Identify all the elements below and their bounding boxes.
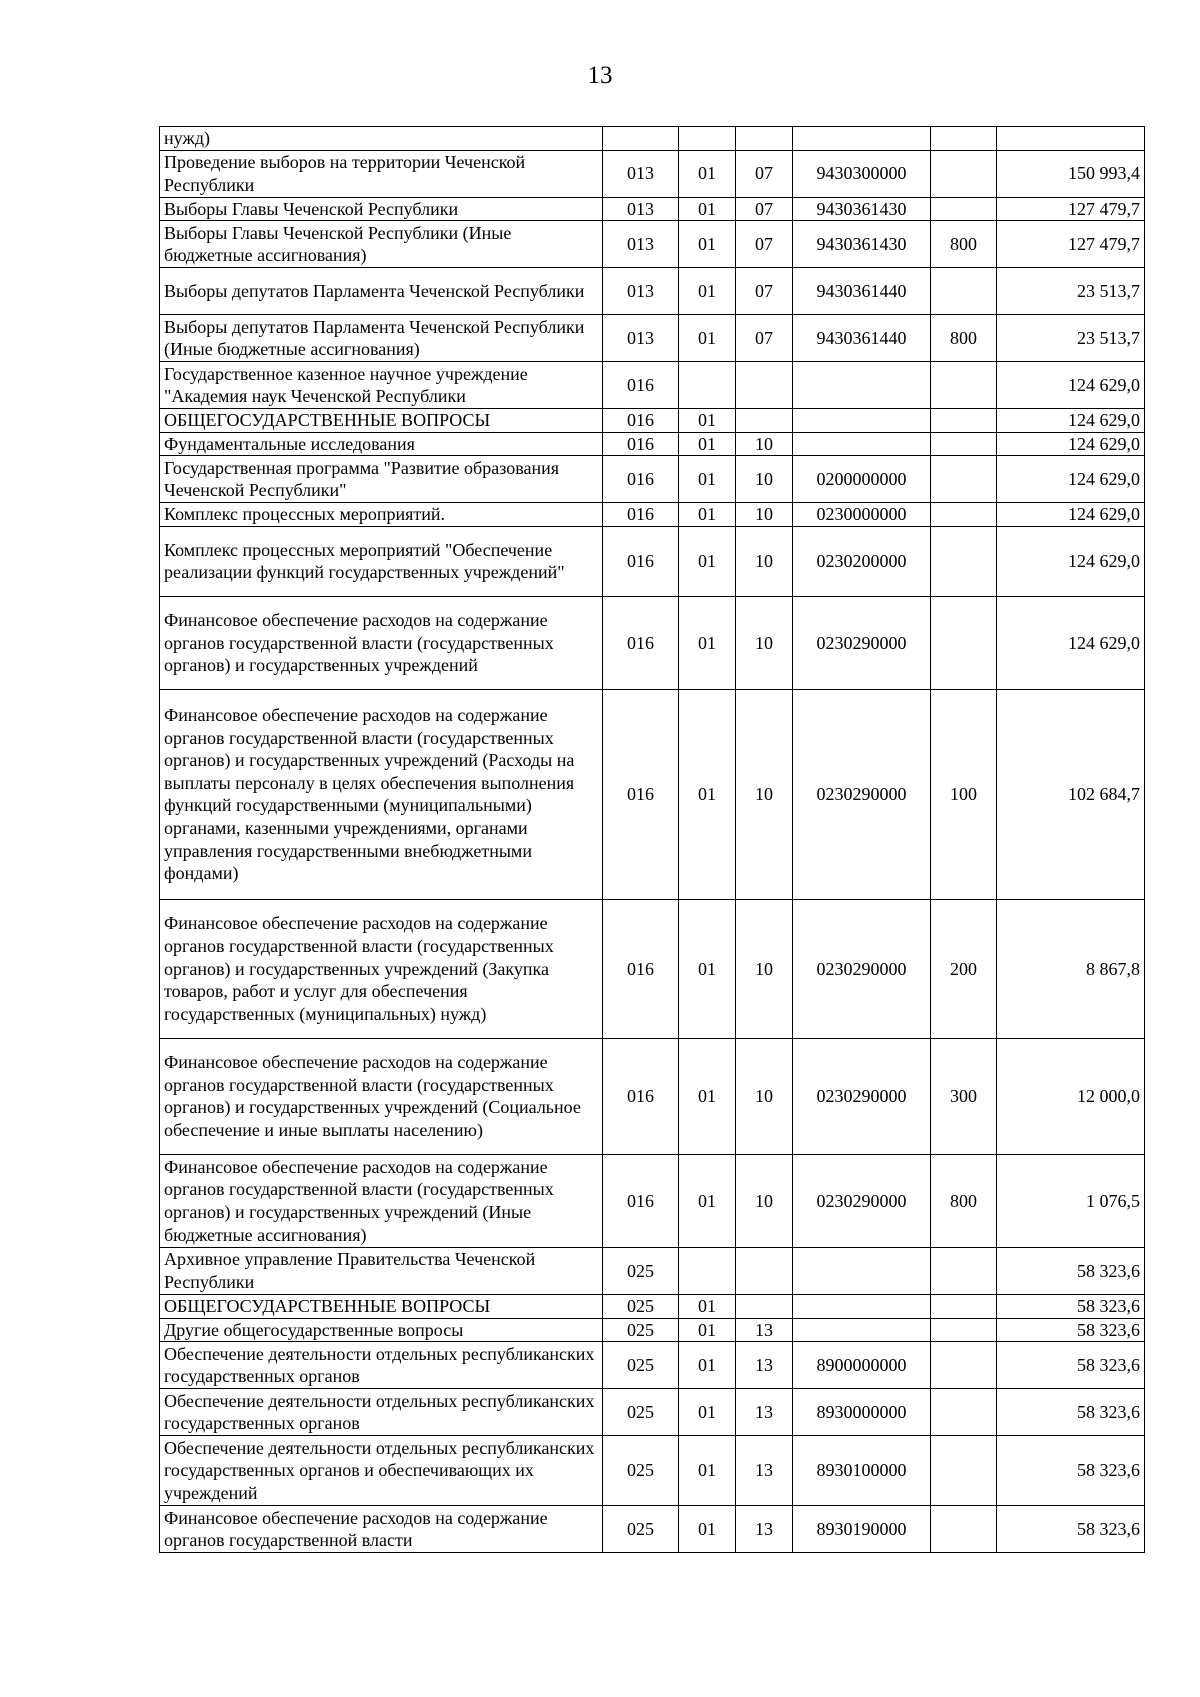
- cell-name: Обеспечение деятельности отдельных республиканских государственных органов: [160, 1342, 603, 1389]
- cell-rz: 01: [679, 150, 736, 197]
- cell-csr: 0230000000: [793, 503, 931, 527]
- cell-ved: 016: [603, 432, 679, 456]
- cell-ved: 016: [603, 899, 679, 1038]
- table-row: [160, 221, 1145, 268]
- cell-sum: 124 629,0: [997, 409, 1145, 433]
- cell-rz: 01: [679, 197, 736, 221]
- cell-csr: 0230200000: [793, 526, 931, 596]
- cell-ved: [603, 127, 679, 151]
- cell-rz: 01: [679, 526, 736, 596]
- cell-vr: 300: [931, 1038, 997, 1154]
- cell-pr: 10: [736, 526, 793, 596]
- table-row: [160, 1389, 1145, 1436]
- table-row: [160, 409, 1145, 433]
- cell-pr: 10: [736, 503, 793, 527]
- cell-name: ОБЩЕГОСУДАРСТВЕННЫЕ ВОПРОСЫ: [160, 1294, 603, 1318]
- cell-ved: 013: [603, 197, 679, 221]
- table-row: [160, 1154, 1145, 1247]
- cell-sum: 58 323,6: [997, 1436, 1145, 1506]
- cell-pr: 10: [736, 456, 793, 503]
- cell-name: Другие общегосударственные вопросы: [160, 1318, 603, 1342]
- cell-name: Выборы депутатов Парламента Чеченской Республики (Иные бюджетные ассигнования): [160, 315, 603, 362]
- cell-ved: 013: [603, 268, 679, 315]
- cell-sum: 124 629,0: [997, 503, 1145, 527]
- cell-rz: 01: [679, 432, 736, 456]
- cell-name: Фундаментальные исследования: [160, 432, 603, 456]
- cell-csr: 8930000000: [793, 1389, 931, 1436]
- cell-ved: 025: [603, 1318, 679, 1342]
- table-row: [160, 362, 1145, 409]
- cell-sum: 58 323,6: [997, 1389, 1145, 1436]
- cell-vr: 100: [931, 689, 997, 899]
- cell-ved: 025: [603, 1506, 679, 1553]
- table-row: [160, 432, 1145, 456]
- cell-vr: [931, 1318, 997, 1342]
- cell-vr: [931, 596, 997, 689]
- table-row: [160, 197, 1145, 221]
- cell-pr: [736, 1294, 793, 1318]
- cell-csr: [793, 409, 931, 433]
- cell-sum: 23 513,7: [997, 315, 1145, 362]
- cell-pr: [736, 127, 793, 151]
- cell-name: Финансовое обеспечение расходов на содержание органов государственной власти (государственных органов) и государственных учреждений (Расходы на выплаты персоналу в целях обеспечения выполнения функций государственными (муниципальными) органами, казенными учреждениями, органами управления государственными внебюджетными фондами): [160, 689, 603, 899]
- cell-name: ОБЩЕГОСУДАРСТВЕННЫЕ ВОПРОСЫ: [160, 409, 603, 433]
- cell-ved: 016: [603, 1154, 679, 1247]
- cell-sum: 124 629,0: [997, 432, 1145, 456]
- table-row: [160, 689, 1145, 899]
- cell-name: Выборы Главы Чеченской Республики: [160, 197, 603, 221]
- cell-pr: 07: [736, 197, 793, 221]
- cell-ved: 016: [603, 1038, 679, 1154]
- cell-vr: 800: [931, 1154, 997, 1247]
- cell-sum: 58 323,6: [997, 1342, 1145, 1389]
- cell-pr: [736, 362, 793, 409]
- cell-name: Комплекс процессных мероприятий.: [160, 503, 603, 527]
- cell-ved: 016: [603, 409, 679, 433]
- cell-ved: 013: [603, 315, 679, 362]
- cell-sum: 58 323,6: [997, 1247, 1145, 1294]
- cell-pr: 10: [736, 596, 793, 689]
- cell-vr: [931, 432, 997, 456]
- cell-sum: 124 629,0: [997, 362, 1145, 409]
- table-row: [160, 1294, 1145, 1318]
- cell-pr: 13: [736, 1436, 793, 1506]
- cell-rz: 01: [679, 899, 736, 1038]
- cell-ved: 016: [603, 362, 679, 409]
- table-row: [160, 526, 1145, 596]
- cell-sum: 12 000,0: [997, 1038, 1145, 1154]
- cell-pr: 07: [736, 221, 793, 268]
- table-row: [160, 1506, 1145, 1553]
- cell-rz: 01: [679, 315, 736, 362]
- cell-rz: 01: [679, 1294, 736, 1318]
- table-row: [160, 315, 1145, 362]
- table-row: [160, 456, 1145, 503]
- cell-pr: [736, 409, 793, 433]
- cell-csr: [793, 1294, 931, 1318]
- cell-ved: 025: [603, 1436, 679, 1506]
- cell-rz: 01: [679, 1154, 736, 1247]
- cell-sum: 127 479,7: [997, 197, 1145, 221]
- cell-rz: [679, 1247, 736, 1294]
- cell-rz: 01: [679, 1342, 736, 1389]
- cell-name: Финансовое обеспечение расходов на содержание органов государственной власти (государственных органов) и государственных учреждений: [160, 596, 603, 689]
- cell-rz: 01: [679, 268, 736, 315]
- cell-sum: 150 993,4: [997, 150, 1145, 197]
- cell-csr: 9430361440: [793, 268, 931, 315]
- cell-name: Государственная программа "Развитие образования Чеченской Республики": [160, 456, 603, 503]
- cell-ved: 013: [603, 221, 679, 268]
- cell-rz: 01: [679, 1038, 736, 1154]
- cell-name: Архивное управление Правительства Чеченской Республики: [160, 1247, 603, 1294]
- cell-pr: 07: [736, 150, 793, 197]
- cell-pr: 10: [736, 432, 793, 456]
- cell-rz: 01: [679, 221, 736, 268]
- cell-ved: 025: [603, 1342, 679, 1389]
- cell-ved: 025: [603, 1294, 679, 1318]
- cell-rz: 01: [679, 1318, 736, 1342]
- cell-name: Проведение выборов на территории Чеченской Республики: [160, 150, 603, 197]
- cell-vr: 800: [931, 315, 997, 362]
- cell-ved: 016: [603, 596, 679, 689]
- cell-sum: 102 684,7: [997, 689, 1145, 899]
- cell-csr: 0230290000: [793, 689, 931, 899]
- cell-vr: [931, 456, 997, 503]
- cell-csr: [793, 432, 931, 456]
- cell-pr: 13: [736, 1318, 793, 1342]
- cell-sum: 23 513,7: [997, 268, 1145, 315]
- cell-pr: 07: [736, 315, 793, 362]
- cell-rz: 01: [679, 409, 736, 433]
- cell-sum: 127 479,7: [997, 221, 1145, 268]
- cell-ved: 013: [603, 150, 679, 197]
- cell-rz: 01: [679, 596, 736, 689]
- cell-name: Финансовое обеспечение расходов на содержание органов государственной власти (государственных органов) и государственных учреждений (Социальное обеспечение и иные выплаты населению): [160, 1038, 603, 1154]
- cell-csr: [793, 127, 931, 151]
- cell-csr: 0230290000: [793, 899, 931, 1038]
- cell-sum: 8 867,8: [997, 899, 1145, 1038]
- cell-rz: 01: [679, 456, 736, 503]
- cell-sum: 58 323,6: [997, 1318, 1145, 1342]
- cell-name: нужд): [160, 127, 603, 151]
- cell-name: Обеспечение деятельности отдельных республиканских государственных органов и обеспечивающих их учреждений: [160, 1436, 603, 1506]
- cell-vr: [931, 197, 997, 221]
- cell-csr: 8900000000: [793, 1342, 931, 1389]
- table-row: [160, 1342, 1145, 1389]
- cell-csr: 9430361440: [793, 315, 931, 362]
- cell-name: Обеспечение деятельности отдельных республиканских государственных органов: [160, 1389, 603, 1436]
- cell-pr: 13: [736, 1506, 793, 1553]
- cell-vr: [931, 526, 997, 596]
- cell-sum: 1 076,5: [997, 1154, 1145, 1247]
- cell-ved: 016: [603, 503, 679, 527]
- cell-vr: [931, 1436, 997, 1506]
- table-row: [160, 503, 1145, 527]
- table-row: [160, 596, 1145, 689]
- cell-csr: 0230290000: [793, 1154, 931, 1247]
- cell-name: Финансовое обеспечение расходов на содержание органов государственной власти (государственных органов) и государственных учреждений (Закупка товаров, работ и услуг для обеспечения государственных (муниципальных) нужд): [160, 899, 603, 1038]
- cell-vr: [931, 150, 997, 197]
- cell-name: Финансовое обеспечение расходов на содержание органов государственной власти (государственных органов) и государственных учреждений (Иные бюджетные ассигнования): [160, 1154, 603, 1247]
- cell-ved: 025: [603, 1389, 679, 1436]
- cell-ved: 016: [603, 526, 679, 596]
- cell-csr: 0230290000: [793, 1038, 931, 1154]
- cell-sum: 124 629,0: [997, 456, 1145, 503]
- cell-name: Выборы депутатов Парламента Чеченской Республики: [160, 268, 603, 315]
- table-row: [160, 268, 1145, 315]
- cell-ved: 025: [603, 1247, 679, 1294]
- cell-csr: 9430300000: [793, 150, 931, 197]
- cell-pr: 10: [736, 689, 793, 899]
- cell-pr: [736, 1247, 793, 1294]
- cell-csr: 9430361430: [793, 197, 931, 221]
- cell-name: Государственное казенное научное учреждение "Академия наук Чеченской Республики: [160, 362, 603, 409]
- cell-csr: [793, 1318, 931, 1342]
- cell-csr: 0230290000: [793, 596, 931, 689]
- cell-vr: [931, 1506, 997, 1553]
- cell-pr: 07: [736, 268, 793, 315]
- cell-pr: 10: [736, 1154, 793, 1247]
- cell-name: Финансовое обеспечение расходов на содержание органов государственной власти: [160, 1506, 603, 1553]
- cell-csr: 9430361430: [793, 221, 931, 268]
- cell-sum: 58 323,6: [997, 1294, 1145, 1318]
- cell-pr: 13: [736, 1342, 793, 1389]
- cell-vr: [931, 127, 997, 151]
- cell-rz: 01: [679, 689, 736, 899]
- budget-table: [159, 126, 1145, 1553]
- cell-vr: 800: [931, 221, 997, 268]
- cell-vr: [931, 1342, 997, 1389]
- cell-vr: [931, 1247, 997, 1294]
- cell-csr: [793, 1247, 931, 1294]
- table-row: [160, 1247, 1145, 1294]
- cell-rz: 01: [679, 1436, 736, 1506]
- cell-vr: [931, 1389, 997, 1436]
- cell-vr: [931, 409, 997, 433]
- cell-rz: [679, 127, 736, 151]
- cell-vr: [931, 268, 997, 315]
- cell-vr: [931, 1294, 997, 1318]
- cell-rz: 01: [679, 1506, 736, 1553]
- cell-csr: 0200000000: [793, 456, 931, 503]
- table-row: [160, 1318, 1145, 1342]
- table-row: [160, 150, 1145, 197]
- cell-sum: 58 323,6: [997, 1506, 1145, 1553]
- cell-csr: 8930190000: [793, 1506, 931, 1553]
- cell-sum: 124 629,0: [997, 526, 1145, 596]
- cell-vr: 200: [931, 899, 997, 1038]
- cell-name: Комплекс процессных мероприятий "Обеспечение реализации функций государственных учреждений": [160, 526, 603, 596]
- cell-csr: 8930100000: [793, 1436, 931, 1506]
- cell-sum: 124 629,0: [997, 596, 1145, 689]
- cell-pr: 10: [736, 899, 793, 1038]
- cell-rz: 01: [679, 1389, 736, 1436]
- table-row: [160, 127, 1145, 151]
- cell-ved: 016: [603, 689, 679, 899]
- cell-pr: 13: [736, 1389, 793, 1436]
- cell-pr: 10: [736, 1038, 793, 1154]
- table-row: [160, 1038, 1145, 1154]
- cell-vr: [931, 362, 997, 409]
- page-number: 13: [587, 62, 613, 89]
- cell-rz: [679, 362, 736, 409]
- table-row: [160, 899, 1145, 1038]
- cell-rz: 01: [679, 503, 736, 527]
- cell-csr: [793, 362, 931, 409]
- cell-vr: [931, 503, 997, 527]
- cell-sum: [997, 127, 1145, 151]
- table-row: [160, 1436, 1145, 1506]
- cell-name: Выборы Главы Чеченской Республики (Иные бюджетные ассигнования): [160, 221, 603, 268]
- cell-ved: 016: [603, 456, 679, 503]
